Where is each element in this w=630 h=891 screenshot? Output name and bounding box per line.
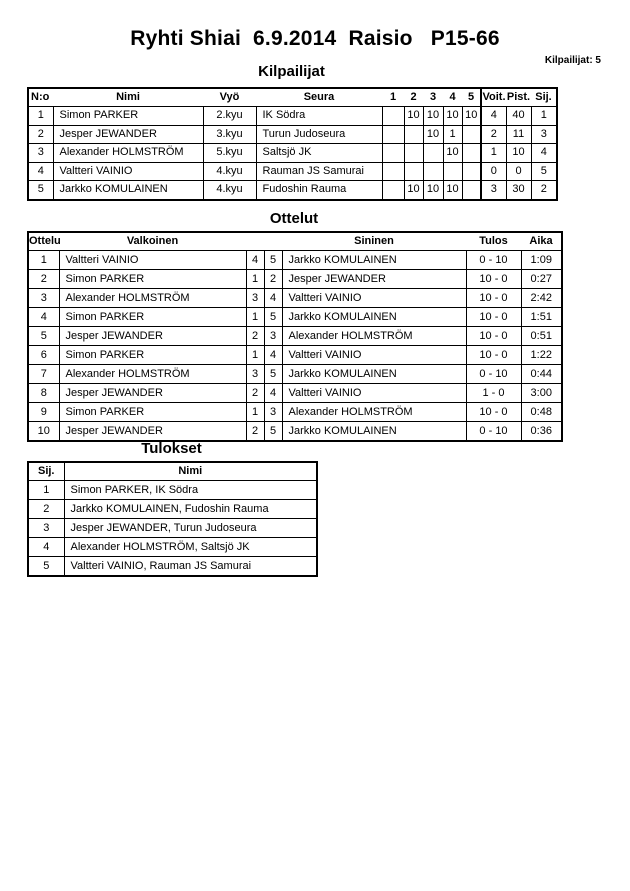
table-row (28, 144, 557, 163)
cell-result: 10 - 0 (466, 346, 521, 365)
cell-blue_no: 5 (264, 422, 282, 442)
cell-no: 10 (28, 422, 59, 442)
cell-white_no: 2 (246, 422, 264, 442)
results-table (27, 461, 318, 577)
cell-blue: Jarkko KOMULAINEN (282, 422, 466, 442)
cell-club: IK Södra (256, 107, 382, 126)
cell-no: 3 (28, 289, 59, 308)
cell-white_no: 3 (246, 289, 264, 308)
cell-scores-1 (404, 162, 423, 181)
cell-white_no: 4 (246, 251, 264, 270)
cell-place: 1 (531, 107, 557, 126)
header-name: Nimi (53, 88, 203, 107)
table-row (28, 384, 562, 403)
cell-place: 4 (28, 538, 64, 557)
cell-blue_no: 4 (264, 384, 282, 403)
header-name: Nimi (64, 462, 317, 481)
header-time: Aika (521, 232, 562, 251)
cell-white: Simon PARKER (59, 270, 246, 289)
cell-result: 0 - 10 (466, 251, 521, 270)
results-heading: Tulokset (141, 440, 202, 457)
cell-result: 1 - 0 (466, 384, 521, 403)
cell-name: Valtteri VAINIO (53, 162, 203, 181)
cell-white_no: 2 (246, 384, 264, 403)
cell-no: 5 (28, 181, 53, 200)
table-row (28, 162, 557, 181)
table-row (28, 519, 317, 538)
cell-blue_no: 2 (264, 270, 282, 289)
cell-place: 4 (531, 144, 557, 163)
cell-wins: 1 (481, 144, 506, 163)
cell-scores-0 (382, 144, 404, 163)
header-blue: Sininen (282, 232, 466, 251)
cell-place: 2 (28, 500, 64, 519)
cell-wins: 2 (481, 125, 506, 144)
cell-time: 1:09 (521, 251, 562, 270)
cell-time: 0:44 (521, 365, 562, 384)
cell-white_no: 1 (246, 308, 264, 327)
cell-no: 8 (28, 384, 59, 403)
cell-name: Alexander HOLMSTRÖM (53, 144, 203, 163)
header-club: Seura (256, 88, 382, 107)
header-blue-no (264, 232, 282, 251)
cell-scores-2: 10 (423, 125, 443, 144)
cell-club: Fudoshin Rauma (256, 181, 382, 200)
cell-blue: Valtteri VAINIO (282, 289, 466, 308)
matches-table-body (28, 251, 562, 442)
cell-scores-4 (462, 162, 481, 181)
cell-blue_no: 3 (264, 403, 282, 422)
cell-blue: Jarkko KOMULAINEN (282, 251, 466, 270)
cell-blue: Valtteri VAINIO (282, 384, 466, 403)
header-match: Ottelu (28, 232, 59, 251)
cell-scores-1: 10 (404, 181, 423, 200)
cell-no: 2 (28, 125, 53, 144)
cell-wins: 3 (481, 181, 506, 200)
cell-blue: Alexander HOLMSTRÖM (282, 327, 466, 346)
cell-points: 30 (506, 181, 531, 200)
header-wins: Voit. (481, 88, 506, 107)
cell-scores-3: 10 (443, 107, 462, 126)
cell-place: 1 (28, 481, 64, 500)
table-row (28, 538, 317, 557)
cell-result: 10 - 0 (466, 308, 521, 327)
cell-time: 0:51 (521, 327, 562, 346)
cell-name: Jarkko KOMULAINEN, Fudoshin Rauma (64, 500, 317, 519)
cell-blue: Valtteri VAINIO (282, 346, 466, 365)
competitors-header-row (28, 88, 557, 107)
cell-scores-0 (382, 125, 404, 144)
cell-place: 3 (28, 519, 64, 538)
page-title: Ryhti Shiai 6.9.2014 Raisio P15-66 (130, 27, 500, 50)
cell-name: Jesper JEWANDER (53, 125, 203, 144)
cell-result: 0 - 10 (466, 422, 521, 442)
cell-scores-3: 10 (443, 181, 462, 200)
cell-white: Jesper JEWANDER (59, 327, 246, 346)
participants-count: Kilpailijat: 5 (544, 55, 601, 66)
cell-scores-1 (404, 125, 423, 144)
cell-time: 0:48 (521, 403, 562, 422)
cell-club: Saltsjö JK (256, 144, 382, 163)
table-row (28, 181, 557, 200)
cell-result: 10 - 0 (466, 289, 521, 308)
cell-white_no: 1 (246, 403, 264, 422)
cell-name: Valtteri VAINIO, Rauman JS Samurai (64, 557, 317, 577)
cell-scores-4 (462, 144, 481, 163)
cell-blue_no: 4 (264, 346, 282, 365)
cell-scores-4 (462, 125, 481, 144)
cell-white_no: 2 (246, 327, 264, 346)
header-place: Sij. (28, 462, 64, 481)
cell-scores-1 (404, 144, 423, 163)
cell-scores-0 (382, 162, 404, 181)
cell-white: Simon PARKER (59, 308, 246, 327)
header-round-5: 5 (462, 88, 481, 107)
header-white: Valkoinen (59, 232, 246, 251)
matches-table (27, 231, 563, 442)
cell-scores-2 (423, 144, 443, 163)
table-row (28, 403, 562, 422)
cell-name: Jarkko KOMULAINEN (53, 181, 203, 200)
cell-time: 3:00 (521, 384, 562, 403)
cell-no: 6 (28, 346, 59, 365)
table-row (28, 308, 562, 327)
cell-scores-4 (462, 181, 481, 200)
cell-blue_no: 5 (264, 308, 282, 327)
cell-points: 40 (506, 107, 531, 126)
cell-no: 3 (28, 144, 53, 163)
cell-blue_no: 3 (264, 327, 282, 346)
cell-belt: 4.kyu (203, 162, 256, 181)
cell-place: 3 (531, 125, 557, 144)
cell-white: Simon PARKER (59, 403, 246, 422)
matches-heading: Ottelut (269, 210, 319, 227)
header-round-3: 3 (423, 88, 443, 107)
cell-scores-3: 1 (443, 125, 462, 144)
table-row (28, 346, 562, 365)
table-row (28, 327, 562, 346)
cell-scores-4: 10 (462, 107, 481, 126)
competitors-heading: Kilpailijat (258, 63, 325, 80)
table-row (28, 289, 562, 308)
cell-belt: 4.kyu (203, 181, 256, 200)
cell-time: 1:51 (521, 308, 562, 327)
cell-scores-2 (423, 162, 443, 181)
cell-points: 10 (506, 144, 531, 163)
table-row (28, 481, 317, 500)
header-white-no (246, 232, 264, 251)
table-row (28, 125, 557, 144)
cell-wins: 4 (481, 107, 506, 126)
cell-name: Alexander HOLMSTRÖM, Saltsjö JK (64, 538, 317, 557)
table-row (28, 107, 557, 126)
cell-no: 5 (28, 327, 59, 346)
cell-white: Jesper JEWANDER (59, 384, 246, 403)
cell-blue: Jarkko KOMULAINEN (282, 365, 466, 384)
header-round-2: 2 (404, 88, 423, 107)
cell-belt: 3.kyu (203, 125, 256, 144)
cell-scores-0 (382, 181, 404, 200)
cell-no: 4 (28, 308, 59, 327)
header-no: N:o (28, 88, 53, 107)
cell-no: 2 (28, 270, 59, 289)
cell-no: 7 (28, 365, 59, 384)
cell-scores-1: 10 (404, 107, 423, 126)
cell-belt: 5.kyu (203, 144, 256, 163)
table-row (28, 365, 562, 384)
competitors-table-body (28, 107, 557, 200)
cell-white: Alexander HOLMSTRÖM (59, 365, 246, 384)
results-header-row (28, 462, 317, 481)
competitors-table (27, 87, 558, 201)
cell-white: Alexander HOLMSTRÖM (59, 289, 246, 308)
header-belt: Vyö (203, 88, 256, 107)
cell-no: 9 (28, 403, 59, 422)
cell-blue: Alexander HOLMSTRÖM (282, 403, 466, 422)
cell-no: 1 (28, 107, 53, 126)
cell-place: 5 (28, 557, 64, 577)
cell-white_no: 3 (246, 365, 264, 384)
cell-result: 10 - 0 (466, 403, 521, 422)
table-row (28, 422, 562, 442)
cell-white: Simon PARKER (59, 346, 246, 365)
cell-time: 0:36 (521, 422, 562, 442)
cell-blue: Jesper JEWANDER (282, 270, 466, 289)
cell-points: 0 (506, 162, 531, 181)
results-table-body (28, 481, 317, 577)
cell-result: 0 - 10 (466, 365, 521, 384)
cell-blue_no: 5 (264, 251, 282, 270)
cell-result: 10 - 0 (466, 270, 521, 289)
cell-name: Jesper JEWANDER, Turun Judoseura (64, 519, 317, 538)
cell-wins: 0 (481, 162, 506, 181)
cell-white_no: 1 (246, 346, 264, 365)
cell-time: 0:27 (521, 270, 562, 289)
cell-blue_no: 4 (264, 289, 282, 308)
cell-time: 1:22 (521, 346, 562, 365)
cell-white: Jesper JEWANDER (59, 422, 246, 442)
cell-scores-2: 10 (423, 181, 443, 200)
table-row (28, 251, 562, 270)
header-round-4: 4 (443, 88, 462, 107)
matches-header-row (28, 232, 562, 251)
cell-scores-3: 10 (443, 144, 462, 163)
cell-place: 2 (531, 181, 557, 200)
cell-white: Valtteri VAINIO (59, 251, 246, 270)
header-result: Tulos (466, 232, 521, 251)
header-place: Sij. (531, 88, 557, 107)
table-row (28, 270, 562, 289)
cell-points: 11 (506, 125, 531, 144)
table-row (28, 500, 317, 519)
cell-scores-2: 10 (423, 107, 443, 126)
cell-club: Turun Judoseura (256, 125, 382, 144)
cell-scores-0 (382, 107, 404, 126)
cell-name: Simon PARKER, IK Södra (64, 481, 317, 500)
table-row (28, 557, 317, 577)
cell-belt: 2.kyu (203, 107, 256, 126)
header-round-1: 1 (382, 88, 404, 107)
cell-club: Rauman JS Samurai (256, 162, 382, 181)
cell-scores-3 (443, 162, 462, 181)
cell-blue: Jarkko KOMULAINEN (282, 308, 466, 327)
cell-blue_no: 5 (264, 365, 282, 384)
cell-no: 1 (28, 251, 59, 270)
cell-no: 4 (28, 162, 53, 181)
cell-white_no: 1 (246, 270, 264, 289)
cell-time: 2:42 (521, 289, 562, 308)
cell-place: 5 (531, 162, 557, 181)
cell-result: 10 - 0 (466, 327, 521, 346)
header-points: Pist. (506, 88, 531, 107)
cell-name: Simon PARKER (53, 107, 203, 126)
